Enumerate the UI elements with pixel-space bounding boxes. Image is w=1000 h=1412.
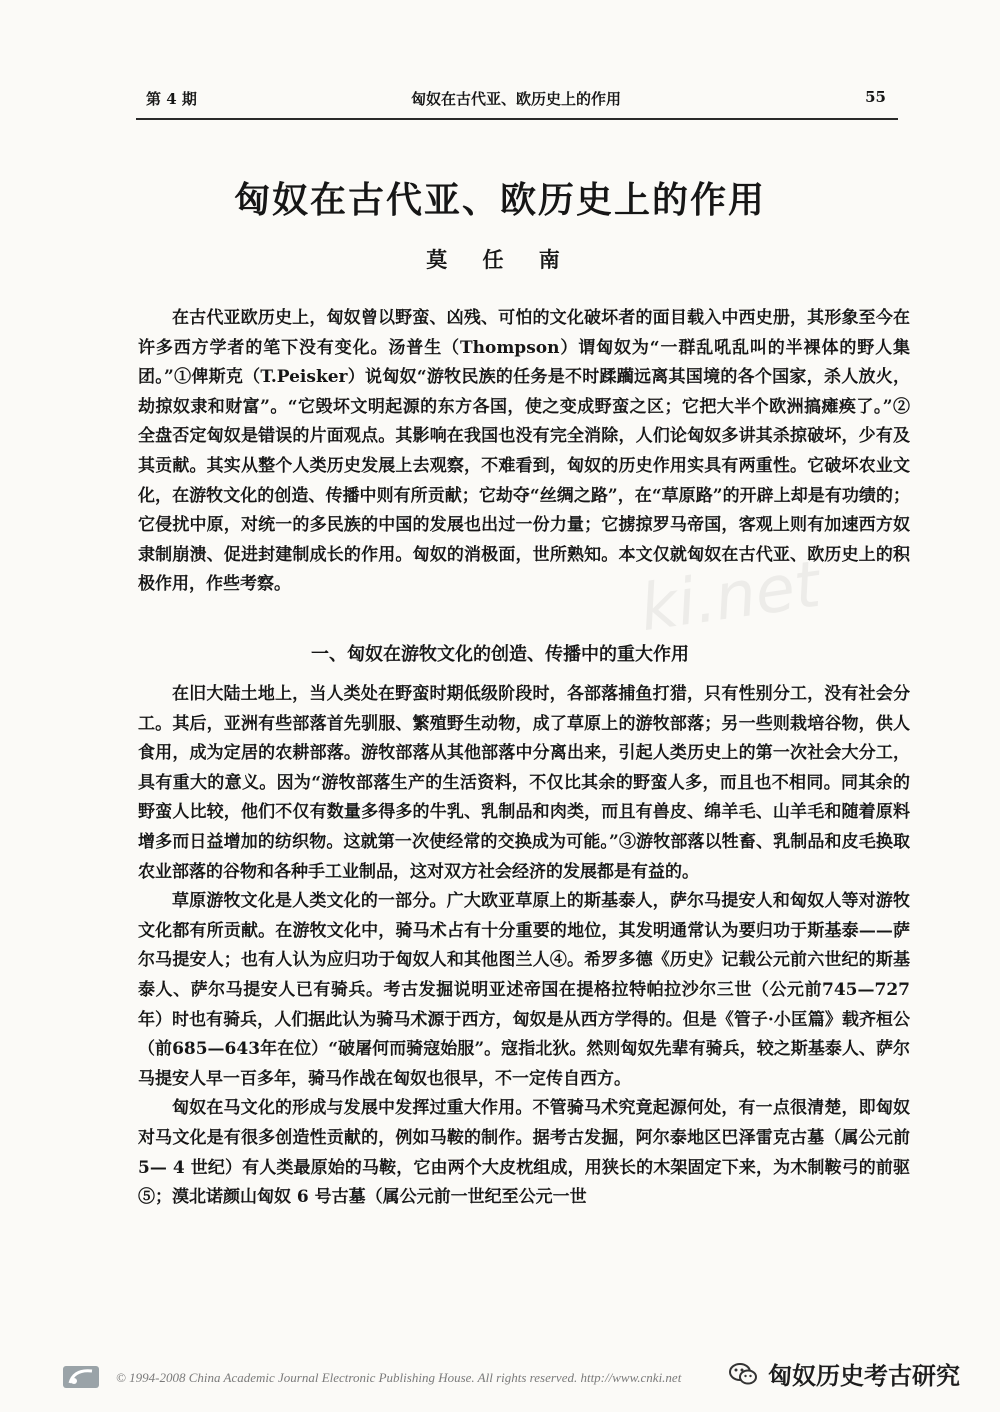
running-header [140,88,892,112]
page-number: 55 [865,88,886,106]
article-title: 匈奴在古代亚、欧历史上的作用 [233,179,766,221]
section-body [138,680,910,1213]
body-paragraph: 草原游牧文化是人类文化的一部分。广大欧亚草原上的斯基泰人，萨尔马提安人和匈奴人等对游牧文化都有所贡献。在游牧文化中，骑马术占有十分重要的地位，其发明通常认为要归功于斯基泰——萨尔马提安人；也有人认为应归功于匈奴人和其他图兰人④。希罗多德《历史》记载公元前六世纪的斯基泰人、萨尔马提安人已有骑兵。考古发掘说明亚述帝国在提格拉特帕拉沙尔三世（公元前745—727年）时也有骑兵，人们据此认为骑马术源于西方，匈奴是从西方学得的。但是《管子·小匡篇》载齐桓公（前685—643年在位）“破屠何而骑寇始服”。寇指北狄。然则匈奴先辈有骑兵，较之斯基泰人、萨尔马提安人早一百多年，骑马作战在匈奴也很早，不一定传自西方。 [138,891,910,1089]
intro-paragraph: 在古代亚欧历史上，匈奴曾以野蛮、凶残、可怕的文化破坏者的面目载入中西史册，其形象至今在许多西方学者的笔下没有变化。汤普生（Thompson）谓匈奴为“一群乱吼乱叫的半裸体的野人集团。”①俾斯克（T.Peisker）说匈奴“游牧民族的任务是不时蹂躏远离其国境的各个国家，杀人放火，劫掠奴隶和财富”。“它毁坏文明起源的东方各国，使之变成野蛮之区；它把大半个欧洲搞瘫痪了。”② 全盘否定匈奴是错误的片面观点。其影响在我国也没有完全消除，人们论匈奴多讲其杀掠破坏，少有及其贡献。其实从整个人类历史发展上去观察，不难看到，匈奴的历史作用实具有两重性。它破坏农业文化，在游牧文化的创造、传播中则有所贡献；它劫夺“丝绸之路”，在“草原路”的开辟上却是有功绩的；它侵扰中原，对统一的多民族的中国的发展也出过一份力量；它掳掠罗马帝国，客观上则有加速西方奴隶制崩溃、促进封建制成长的作用。匈奴的消极面，世所熟知。本文仅就匈奴在古代亚、欧历史上的积极作用，作些考察。 [138,308,910,595]
cnki-watermark: ki.net [635,547,825,647]
issue-number: 第 4 期 [146,90,197,108]
wechat-account-name: 匈奴历史考古研究 [768,1362,960,1390]
section-heading: 一、匈奴在游牧文化的创造、传播中的重大作用 [311,644,689,665]
body-paragraph: 匈奴在马文化的形成与发展中发挥过重大作用。不管骑马术究竟起源何处，有一点很清楚，即匈奴对马文化是有很多创造性贡献的，例如马鞍的制作。据考古发掘，阿尔泰地区巴泽雷克古墓（属公元前 5— 4 世纪）有人类最原始的马鞍，它由两个大皮枕组成，用狭长的木架固定下来，为木制鞍弓的前驱⑤；漠北诺颜山匈奴 6 号古墓（属公元前一世纪至公元一世 [138,1098,910,1208]
article-author: 莫 任 南 [426,247,574,272]
body-paragraph: 在旧大陆土地上，当人类处在野蛮时期低级阶段时，各部落捕鱼打猎，只有性别分工，没有社会分工。其后，亚洲有些部落首先驯服、繁殖野生动物，成了草原上的游牧部落；另一些则栽培谷物，供人食用，成为定居的农耕部落。游牧部落从其他部落中分离出来，引起人类历史上的第一次社会大分工，具有重大的意义。因为“游牧部落生产的生活资料，不仅比其余的野蛮人多，而且也不相同。同其余的野蛮人比较，他们不仅有数量多得多的牛乳、乳制品和肉类，而且有兽皮、绵羊毛、山羊毛和随着原料增多而日益增加的纺织物。这就第一次使经常的交换成为可能。”③游牧部落以牲畜、乳制品和皮毛换取农业部落的谷物和各种手工业制品，这对双方社会经济的发展都是有益的。 [138,684,910,882]
cnki-logo-icon [62,1363,100,1391]
wechat-badge [728,1356,960,1391]
running-title: 匈奴在古代亚、欧历史上的作用 [410,90,621,108]
wechat-icon [728,1361,758,1387]
copyright-notice: © 1994-2008 China Academic Journal Electronic Publishing House. All rights reserved. http://www.cnki.net [116,1370,682,1385]
intro-text [138,304,910,600]
header-rule [136,118,898,120]
